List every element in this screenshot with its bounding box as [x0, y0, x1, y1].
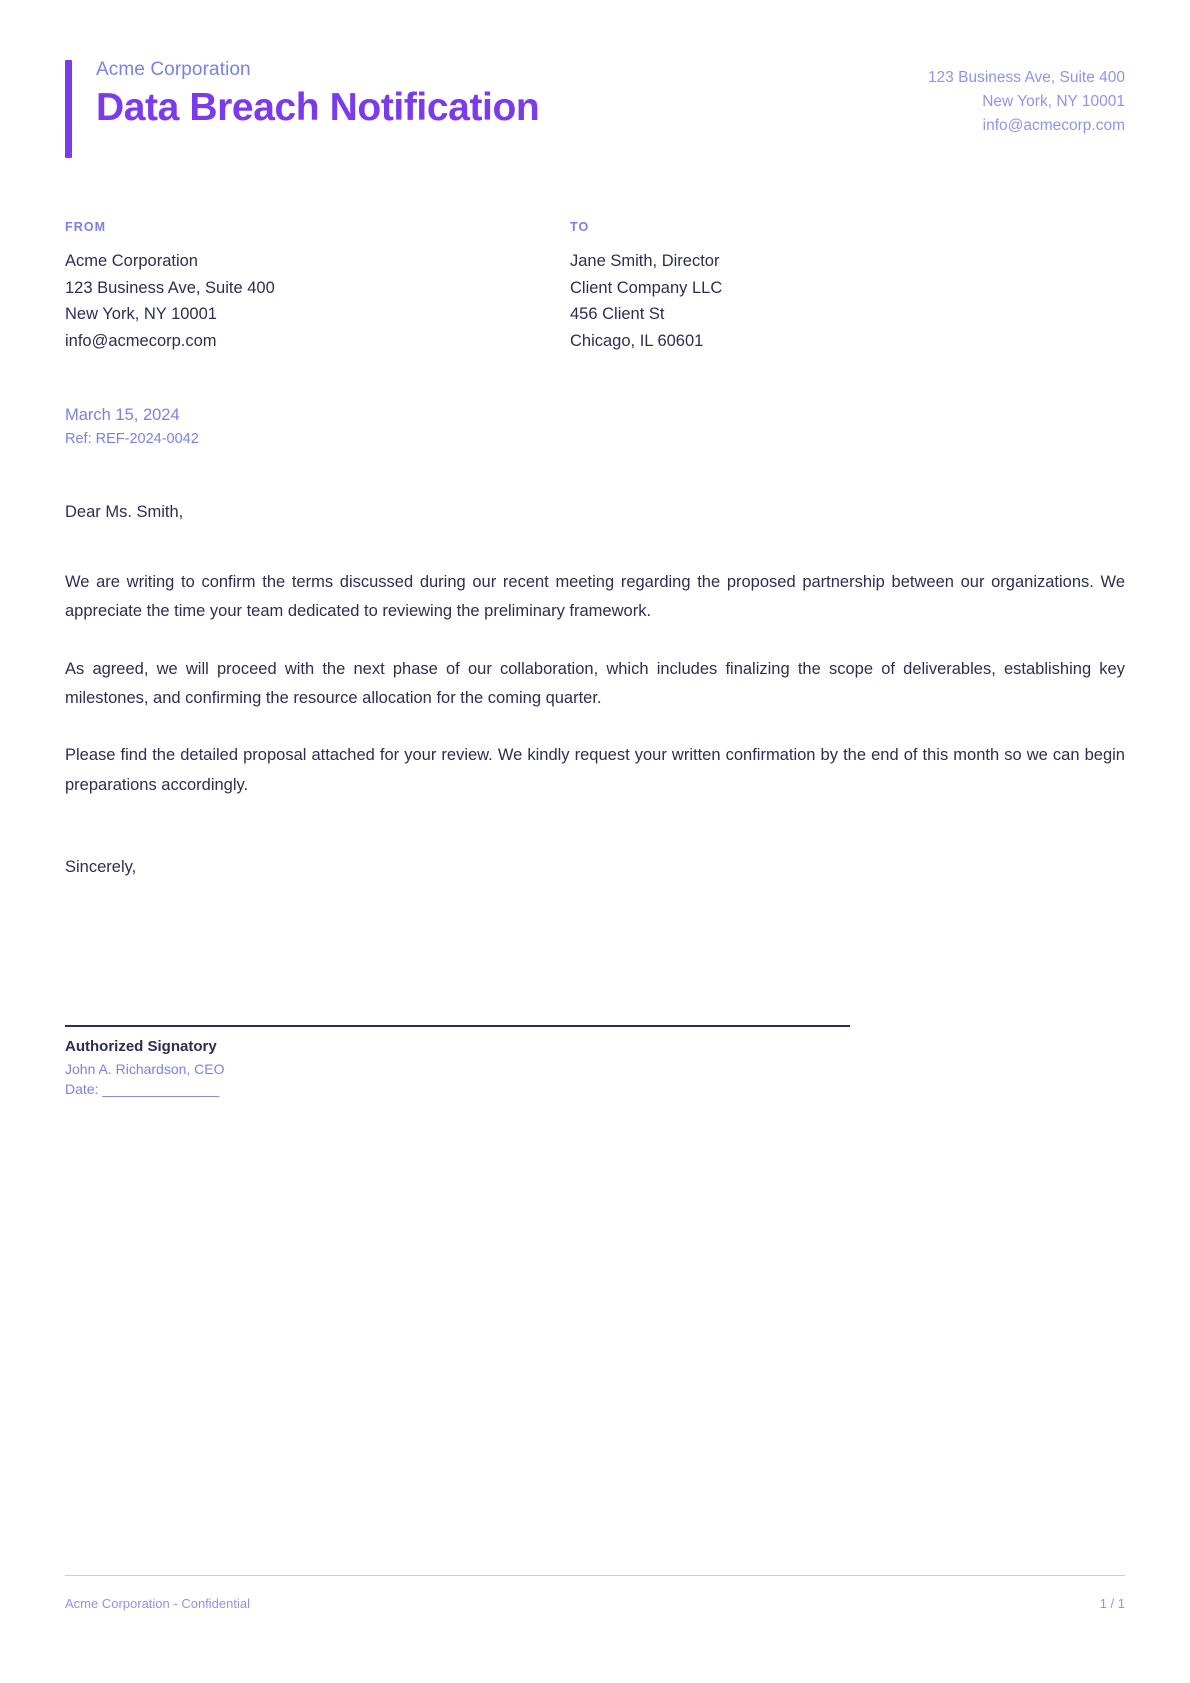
footer-row [65, 1596, 1125, 1611]
letterhead-city: New York, NY 10001 [982, 93, 1125, 111]
from-line: Acme Corporation [65, 252, 198, 271]
letterhead-street: 123 Business Ave, Suite 400 [927, 69, 1125, 86]
document-meta [65, 403, 1125, 451]
from-block [65, 220, 570, 355]
signatory-name: John A. Richardson, CEO [65, 1060, 225, 1077]
salutation: Dear Ms. Smith, [65, 502, 184, 521]
from-line: New York, NY 10001 [65, 305, 217, 324]
signature-date-field: Date: _______________ [65, 1080, 220, 1097]
to-line: Chicago, IL 60601 [570, 332, 704, 351]
signature-title: Authorized Signatory [65, 1038, 217, 1056]
closing-salutation: Sincerely, [65, 858, 137, 877]
to-line: Jane Smith, Director [570, 252, 720, 271]
letterhead-identity [65, 58, 539, 129]
to-label: TO [570, 220, 590, 235]
footer-divider [65, 1575, 1125, 1576]
signature-block [65, 1025, 850, 1099]
from-label: FROM [65, 220, 107, 235]
body-paragraph: Please find the detailed proposal attached for your review. We kindly request your written confirmation by the end of this month so we can begin preparations accordingly. [65, 746, 1125, 794]
from-line: info@acmecorp.com [65, 332, 217, 351]
body-paragraph: As agreed, we will proceed with the next phase of our collaboration, which includes finalizing the scope of deliverables, establishing key milestones, and confirming the resource allocation for the coming quarter. [65, 659, 1125, 708]
page-number: 1 / 1 [1099, 1596, 1125, 1611]
letterhead [65, 0, 1125, 138]
address-blocks [65, 220, 1125, 355]
letter-body [65, 568, 1125, 800]
from-line: 123 Business Ave, Suite 400 [65, 278, 275, 297]
signature-line [65, 1025, 850, 1027]
letterhead-contact-block [928, 58, 1125, 138]
company-name: Acme Corporation [96, 59, 251, 80]
document-date: March 15, 2024 [65, 405, 180, 424]
page-title: Data Breach Notification [96, 85, 540, 129]
page-footer [65, 1575, 1125, 1611]
document-reference: Ref: REF-2024-0042 [65, 431, 199, 448]
letterhead-email: info@acmecorp.com [982, 117, 1125, 135]
accent-bar-decoration [65, 60, 72, 158]
to-line: Client Company LLC [570, 278, 723, 297]
body-paragraph: We are writing to confirm the terms discussed during our recent meeting regarding the proposed partnership between our organizations. We appreciate the time your team dedicated to reviewing the preliminary framework. [65, 572, 1125, 621]
to-block [570, 220, 1075, 355]
confidentiality-notice: Acme Corporation - Confidential [65, 1596, 250, 1611]
to-line: 456 Client St [570, 305, 665, 324]
